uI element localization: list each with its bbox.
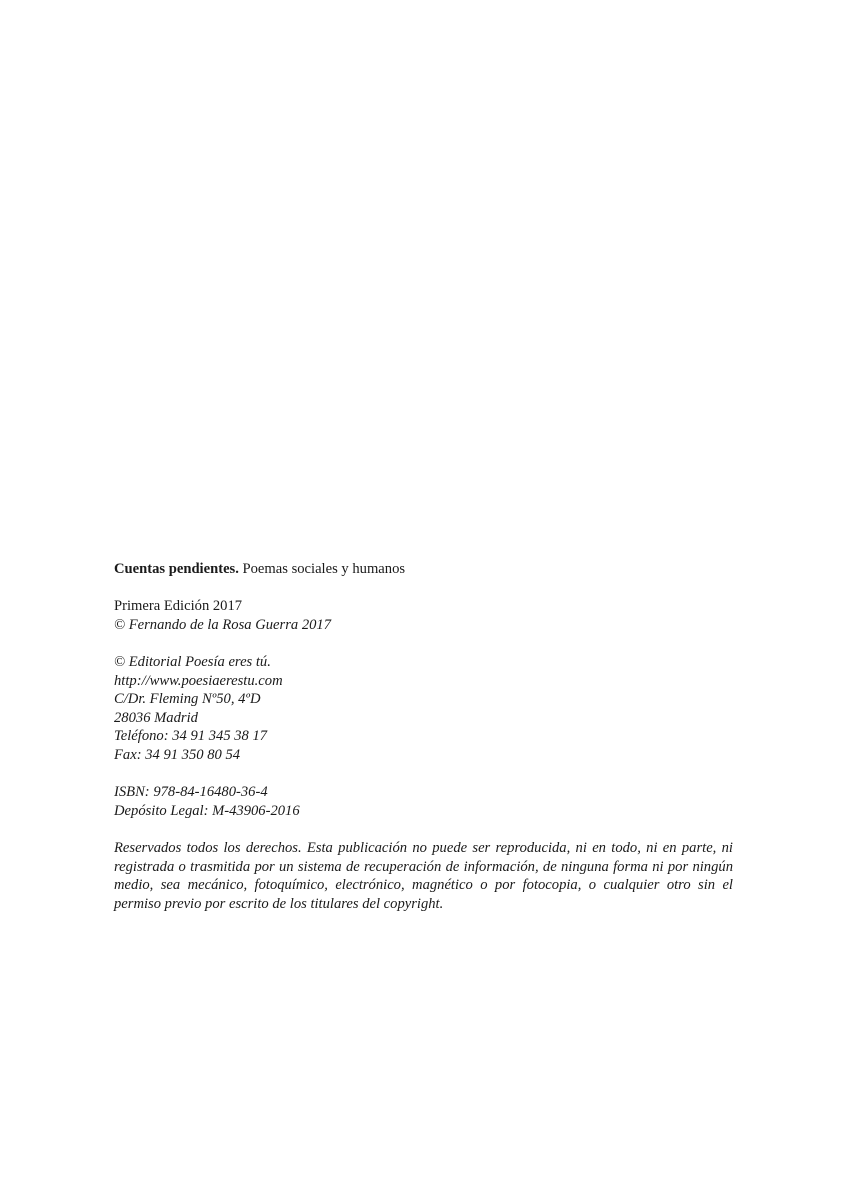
deposito-legal: Depósito Legal: M-43906-2016 (114, 802, 300, 819)
isbn: ISBN: 978-84-16480-36-4 (114, 784, 268, 800)
edition-info (114, 597, 734, 634)
rights-text: Reservados todos los derechos. Esta publicación no puede ser reproducida, ni en todo, ni en parte, ni registrada o trasmitida por un sistema de recuperación de información, de ninguna forma ni por ningún medio, sea mecánico, fotoquímico, electrónico, magnético o por fotocopia, o cualquier otro sin el permiso previo por escrito de los titulares del copyright. (114, 840, 733, 912)
publisher-city: 28036 Madrid (114, 709, 198, 726)
rights-notice (114, 839, 734, 913)
book-title: Cuentas pendientes. (114, 561, 239, 577)
book-subtitle: Poemas sociales y humanos (238, 561, 406, 577)
publisher-address: C/Dr. Fleming Nº50, 4ºD (114, 691, 261, 708)
book-title-line (114, 560, 734, 579)
publisher-info (114, 653, 734, 765)
edition-label: Primera Edición 2017 (114, 598, 243, 614)
publisher-website: http://www.poesiaerestu.com (114, 672, 283, 689)
publisher-fax: Fax: 34 91 350 80 54 (114, 746, 241, 763)
publisher-copyright: © Editorial Poesía eres tú. (114, 654, 271, 670)
publisher-phone: Teléfono: 34 91 345 38 17 (114, 728, 268, 745)
legal-info (114, 783, 734, 820)
author-copyright: © Fernando de la Rosa Guerra 2017 (114, 616, 332, 633)
